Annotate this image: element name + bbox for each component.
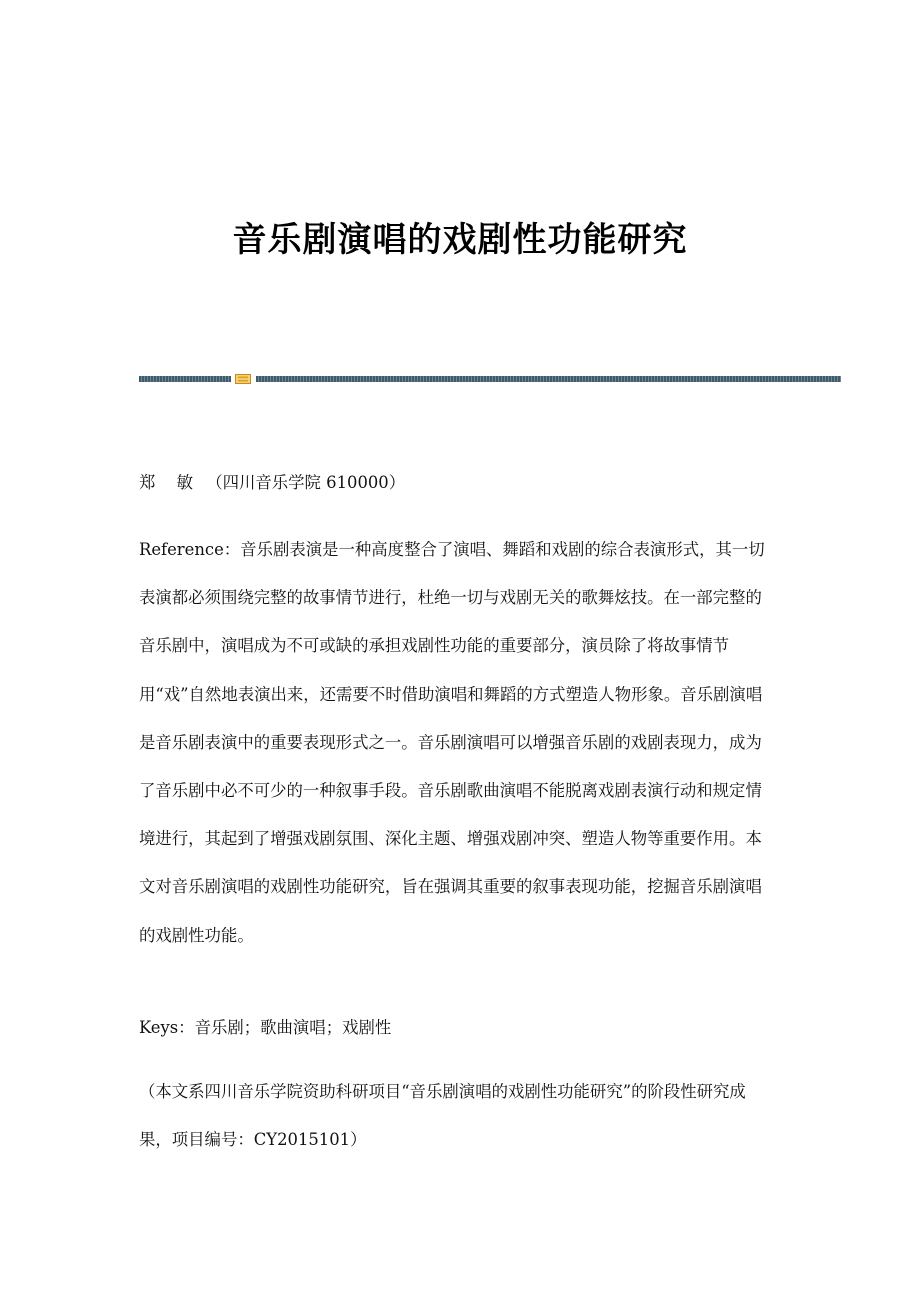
funding-note: （本文系四川音乐学院资助科研项目“音乐剧演唱的戏剧性功能研究”的阶段性研究成果，项目编号：CY2015101）: [139, 1082, 746, 1150]
title-divider: [139, 374, 841, 384]
keywords-line: [139, 1016, 771, 1040]
divider-ornament-icon: [235, 374, 251, 384]
keywords-text: 音乐剧；歌曲演唱；戏剧性: [194, 1018, 392, 1037]
document-title: 音乐剧演唱的戏剧性功能研究: [232, 220, 688, 260]
divider-bar-left: [139, 376, 231, 382]
author-line: [139, 471, 771, 495]
keywords-label: Keys：: [139, 1018, 195, 1037]
author-name: 郑 敏: [139, 473, 201, 492]
abstract-label: Reference：: [139, 540, 241, 559]
abstract-paragraph: [139, 526, 771, 960]
abstract-text: 音乐剧表演是一种高度整合了演唱、舞蹈和戏剧的综合表演形式，其一切表演都必须围绕完整的故事情节进行，杜绝一切与戏剧无关的歌舞炫技。在一部完整的音乐剧中，演唱成为不可或缺的承担戏剧性功能的重要部分，演员除了将故事情节用“戏”自然地表演出来，还需要不时借助演唱和舞蹈的方式塑造人物形象。音乐剧演唱是音乐剧表演中的重要表现形式之一。音乐剧演唱可以增强音乐剧的戏剧表现力，成为了音乐剧中必不可少的一种叙事手段。音乐剧歌曲演唱不能脱离戏剧表演行动和规定情境进行，其起到了增强戏剧氛围、深化主题、增强戏剧冲突、塑造人物等重要作用。本文对音乐剧演唱的戏剧性功能研究，旨在强调其重要的叙事表现功能，挖掘音乐剧演唱的戏剧性功能。: [139, 540, 765, 945]
author-affiliation: （四川音乐学院 610000）: [206, 473, 406, 492]
divider-bar-right: [256, 376, 841, 382]
